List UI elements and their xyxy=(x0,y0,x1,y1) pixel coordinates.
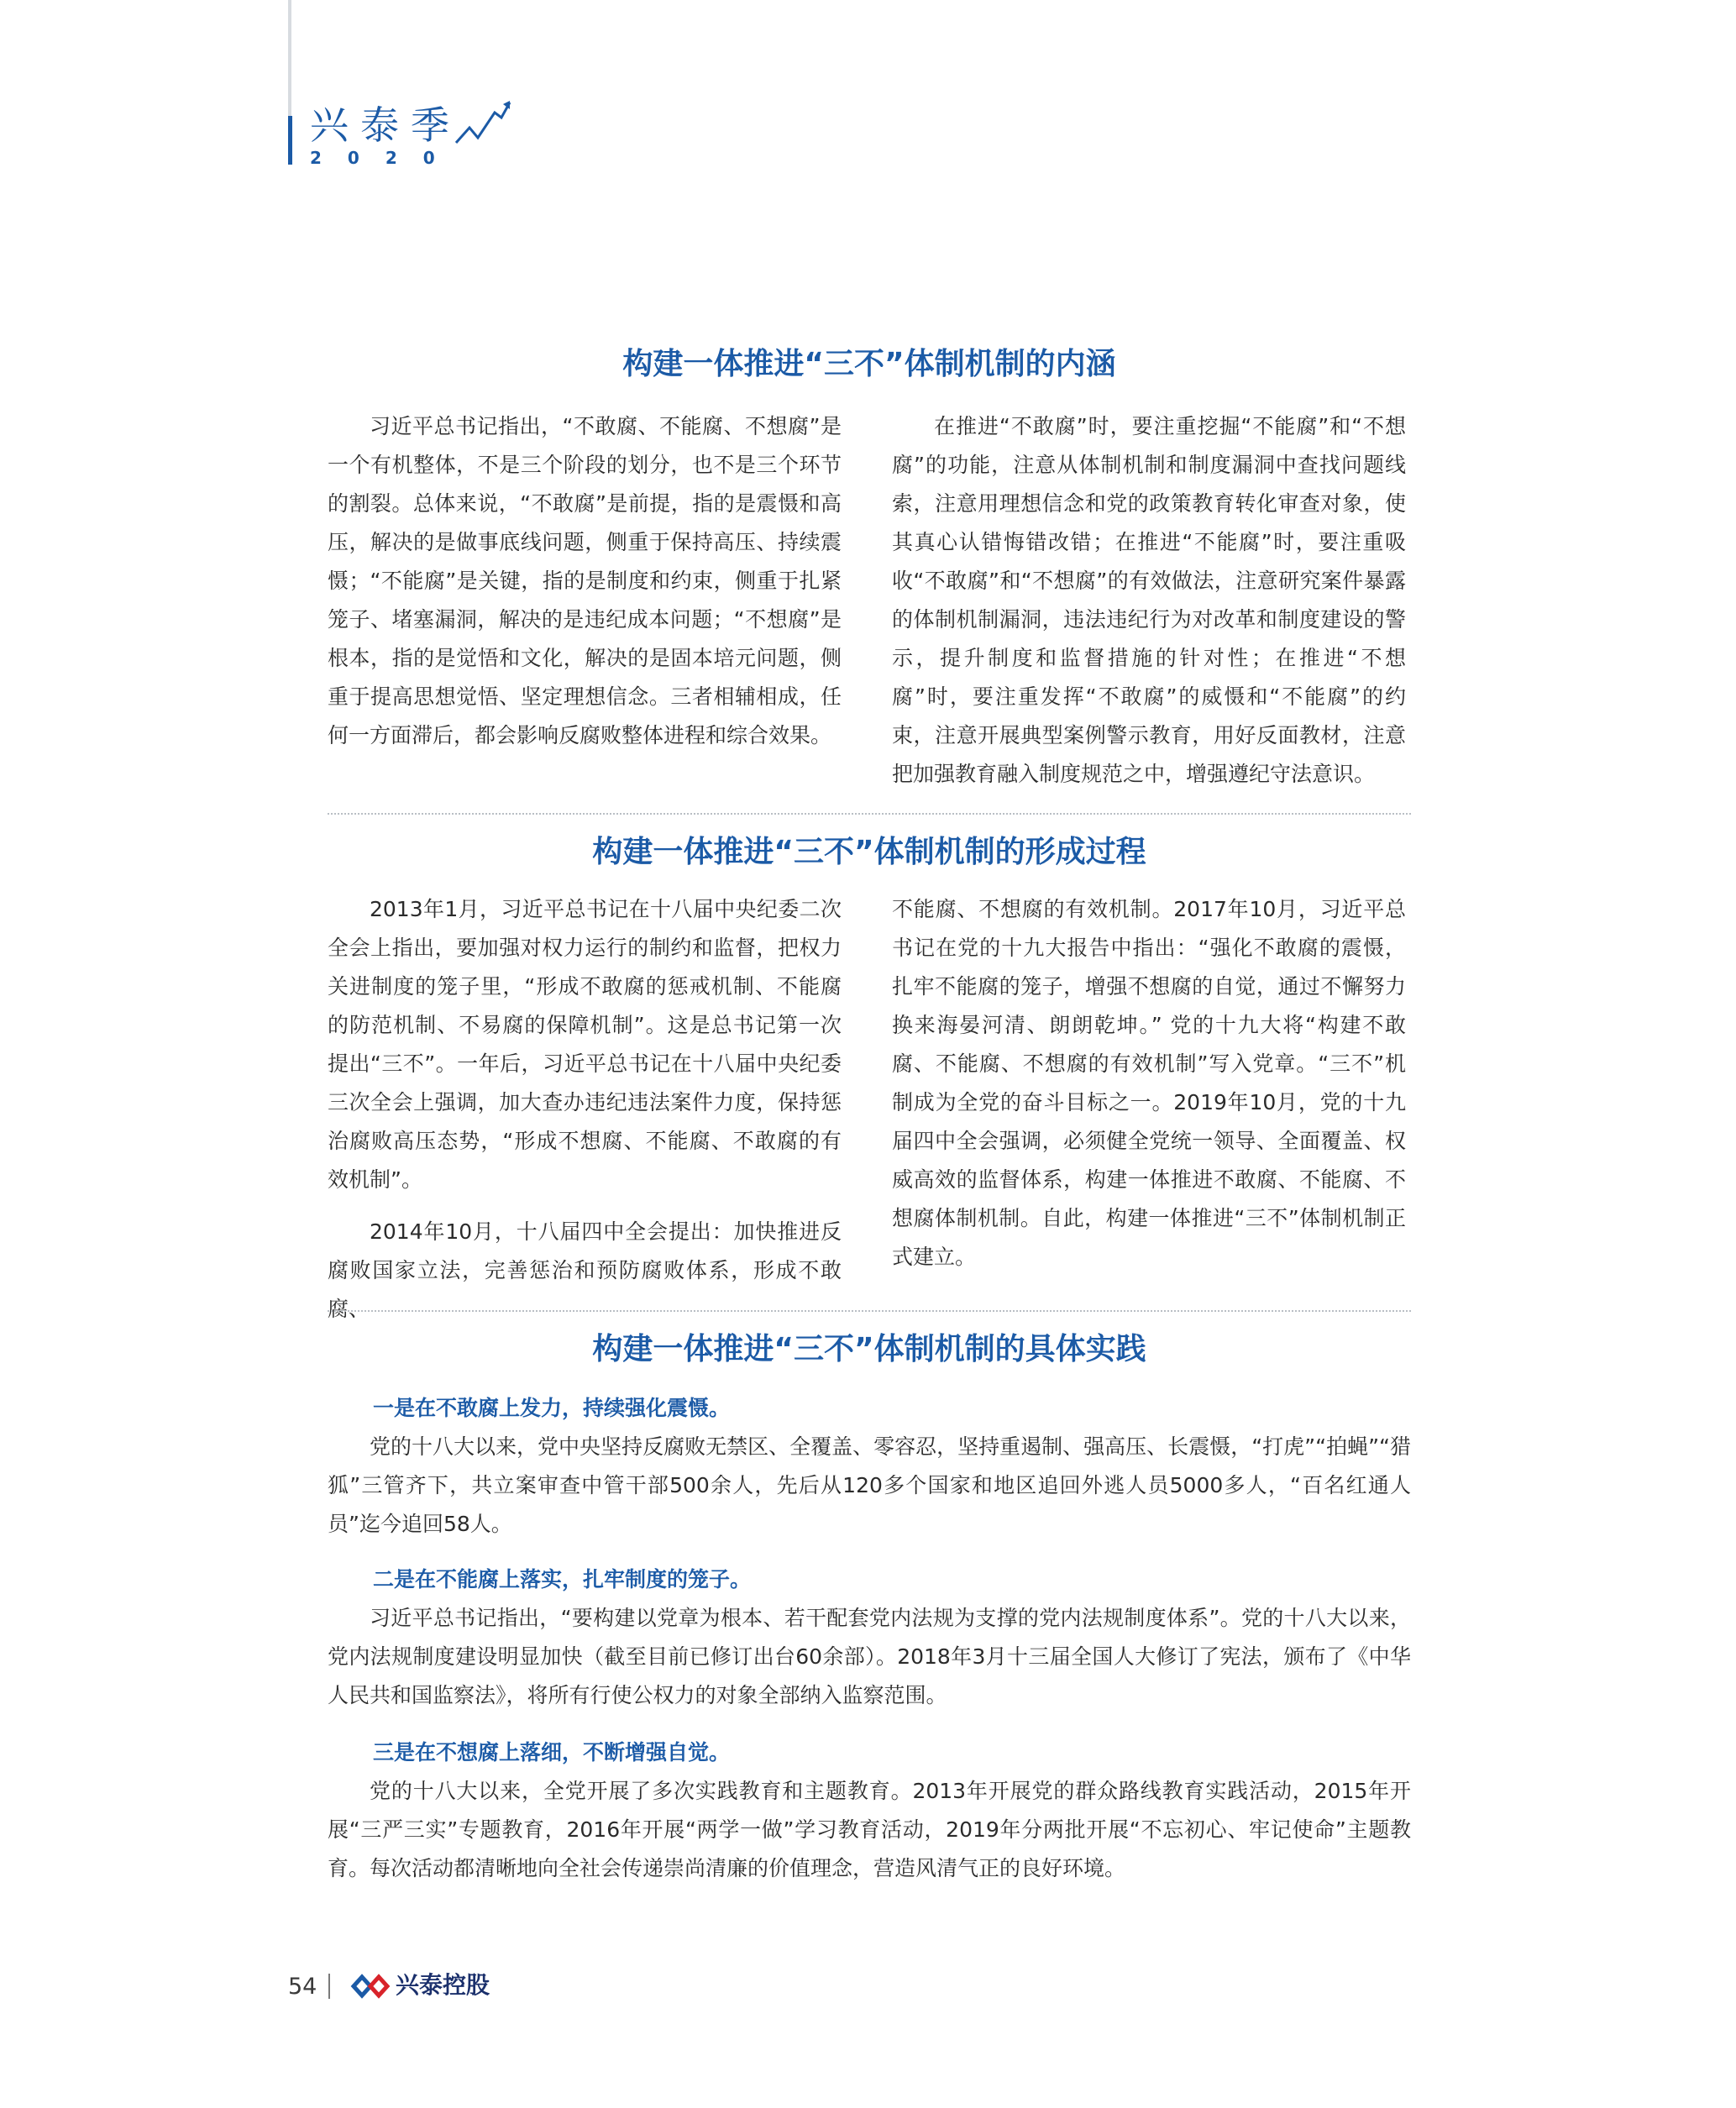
company-logo-text: 兴泰控股 xyxy=(396,1971,490,1999)
masthead-year: 2020 xyxy=(310,148,461,168)
section-1-right-column xyxy=(892,407,1406,794)
section-2-left-column xyxy=(328,890,842,1329)
subsection-title: 二是在不能腐上落实，扎牢制度的笼子。 xyxy=(373,1567,752,1591)
subsection-body xyxy=(328,1599,1411,1715)
section-1-left-column xyxy=(328,407,842,755)
trend-arrow-icon xyxy=(454,99,513,149)
masthead-bar xyxy=(288,116,292,165)
subsection-title: 一是在不敢腐上发力，持续强化震慑。 xyxy=(373,1396,731,1420)
paragraph: 2013年1月，习近平总书记在十八届中央纪委二次全会上指出，要加强对权力运行的制约和监督，把权力关进制度的笼子里，“形成不敢腐的惩戒机制、不能腐的防范机制、不易腐的保障机制”。这是总书记第一次提出“三不”。一年后，习近平总书记在十八届中央纪委三次全会上强调，加大查办违纪违法案件力度，保持惩治腐败高压态势，“形成不想腐、不能腐、不敢腐的有效机制”。 xyxy=(328,897,842,1192)
paragraph: 党的十八大以来，党中央坚持反腐败无禁区、全覆盖、零容忍，坚持重遏制、强高压、长震慑，“打虎”“拍蝇”“猎狐”三管齐下，共立案审查中管干部500余人，先后从120多个国家和地区追回外逃人员5000多人，“百名红通人员”迄今追回58人。 xyxy=(328,1434,1411,1536)
page-footer xyxy=(288,1972,624,2006)
paragraph: 党的十八大以来，全党开展了多次实践教育和主题教育。2013年开展党的群众路线教育实践活动，2015年开展“三严三实”专题教育，2016年开展“两学一做”学习教育活动，2019年分两批开展“不忘初心、牢记使命”主题教育。每次活动都清晰地向全社会传递崇尚清廉的价值理念，营造风清气正的良好环境。 xyxy=(328,1779,1411,1880)
section-divider xyxy=(328,1310,1411,1312)
section-divider xyxy=(328,813,1411,815)
paragraph: 在推进“不敢腐”时，要注重挖掘“不能腐”和“不想腐”的功能，注意从体制机制和制度漏洞中查找问题线索，注意用理想信念和党的政策教育转化审查对象，使其真心认错悔错改错；在推进“不能腐”时，要注重吸收“不敢腐”和“不想腐”的有效做法，注意研究案件暴露的体制机制漏洞，违法违纪行为对改革和制度建设的警示，提升制度和监督措施的针对性；在推进“不想腐”时，要注重发挥“不敢腐”的威慑和“不能腐”的约束，注意开展典型案例警示教育，用好反面教材，注意把加强教育融入制度规范之中，增强遵纪守法意识。 xyxy=(892,414,1406,786)
subsection-body xyxy=(328,1772,1411,1888)
section-heading-practice: 构建一体推进“三不”体制机制的具体实践 xyxy=(592,1332,1146,1366)
masthead xyxy=(288,99,506,166)
section-heading-meaning: 构建一体推进“三不”体制机制的内涵 xyxy=(622,347,1116,381)
paragraph: 2014年10月，十八届四中全会提出：加快推进反腐败国家立法，完善惩治和预防腐败体系，形成不敢腐、 xyxy=(328,1219,842,1321)
section-2-right-column xyxy=(892,890,1406,1277)
paragraph: 习近平总书记指出，“要构建以党章为根本、若干配套党内法规为支撑的党内法规制度体系”。党的十八大以来，党内法规制度建设明显加快（截至目前已修订出台60余部）。2018年3月十三届全国人大修订了宪法，颁布了《中华人民共和国监察法》，将所有行使公权力的对象全部纳入监察范围。 xyxy=(328,1606,1411,1707)
paragraph: 不能腐、不想腐的有效机制。2017年10月，习近平总书记在党的十九大报告中指出：“强化不敢腐的震慑，扎牢不能腐的笼子，增强不想腐的自觉，通过不懈努力换来海晏河清、朗朗乾坤。” 党的十九大将“构建不敢腐、不能腐、不想腐的有效机制”写入党章。“三不”机制成为全党的奋斗目标之一。2019年10月，党的十九届四中全会强调，必须健全党统一领导、全面覆盖、权威高效的监督体系，构建一体推进不敢腐、不能腐、不想腐体制机制。自此，构建一体推进“三不”体制机制正式建立。 xyxy=(892,897,1406,1269)
paragraph: 习近平总书记指出，“不敢腐、不能腐、不想腐”是一个有机整体，不是三个阶段的划分，也不是三个环节的割裂。总体来说，“不敢腐”是前提，指的是震慑和高压，解决的是做事底线问题，侧重于保持高压、持续震慑；“不能腐”是关键，指的是制度和约束，侧重于扎紧笼子、堵塞漏洞，解决的是违纪成本问题；“不想腐”是根本，指的是觉悟和文化，解决的是固本培元问题，侧重于提高思想觉悟、坚定理想信念。三者相辅相成，任何一方面滞后，都会影响反腐败整体进程和综合效果。 xyxy=(328,414,842,747)
section-heading-formation: 构建一体推进“三不”体制机制的形成过程 xyxy=(592,835,1146,869)
masthead-title: 兴泰季 xyxy=(310,102,461,148)
footer-separator xyxy=(328,1974,330,1999)
subsection-title: 三是在不想腐上落细，不断增强自觉。 xyxy=(373,1740,731,1765)
page-number: 54 xyxy=(288,1974,317,2000)
subsection-body xyxy=(328,1428,1411,1544)
company-logo-icon xyxy=(350,1972,391,2001)
